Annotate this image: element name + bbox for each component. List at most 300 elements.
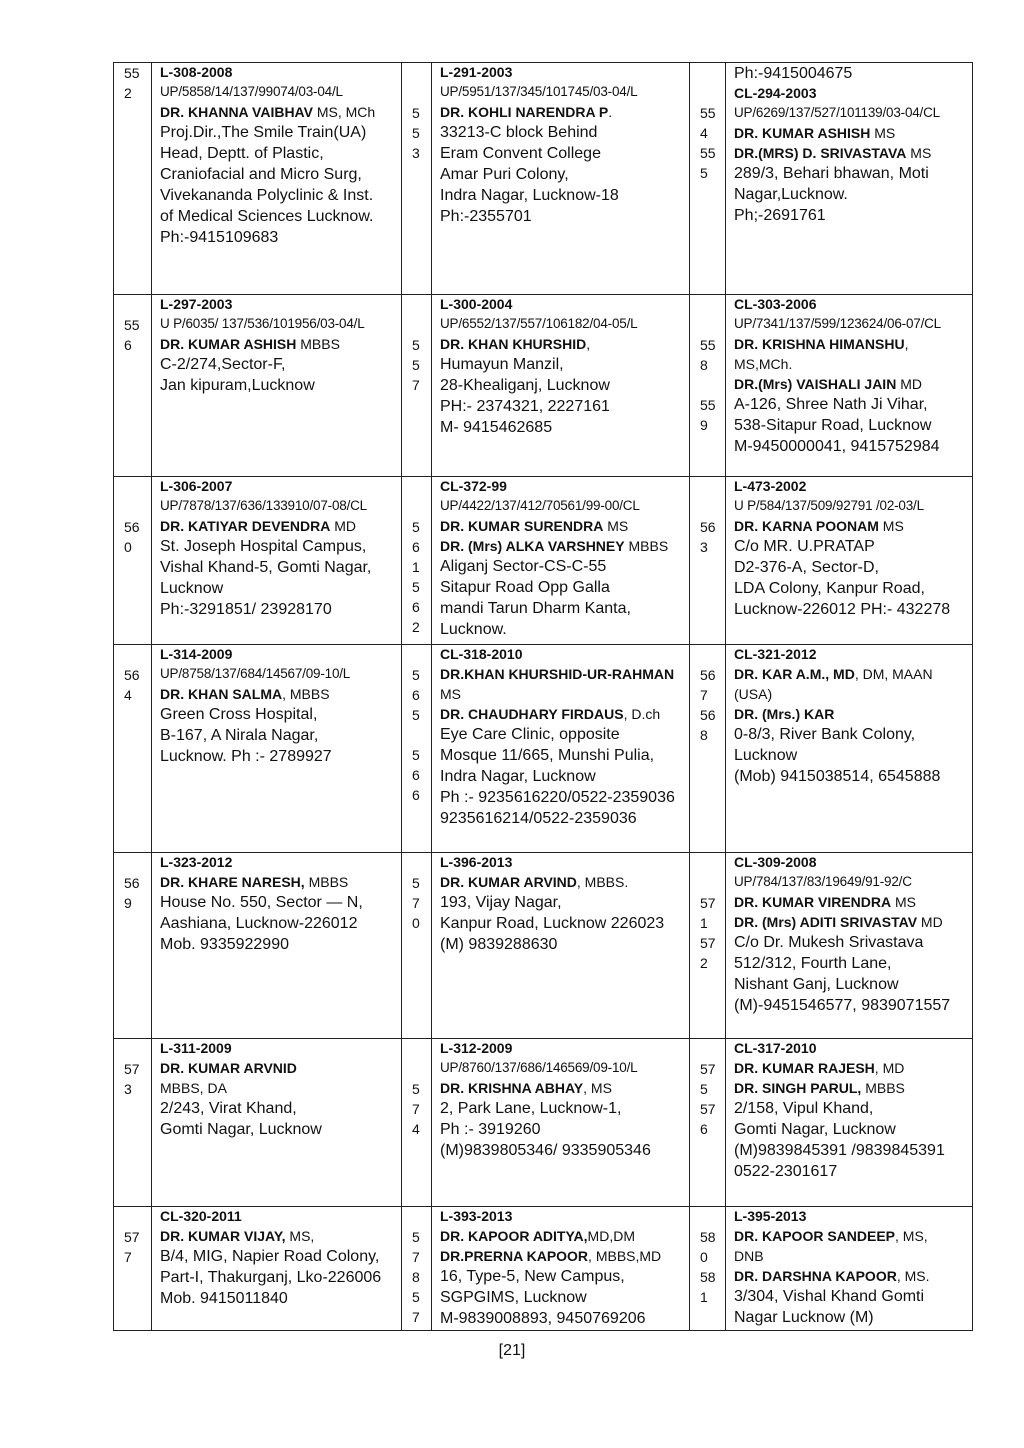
serial-digit: 5 <box>412 357 420 373</box>
address-line: mandi Tarun Dharm Kanta, <box>440 600 631 617</box>
doctor-name-line <box>734 1226 972 1246</box>
serial-digit: 5 <box>412 105 420 121</box>
serial-digit: 7 <box>412 1249 420 1265</box>
serial-digit: 5 <box>412 667 420 683</box>
qualification: , MS. <box>896 1268 930 1284</box>
serial-number-cell <box>690 1039 726 1207</box>
serial-digit <box>124 853 151 873</box>
serial-digit: 5 <box>412 707 420 723</box>
address-line: 193, Vijay Nagar, <box>440 894 562 911</box>
address-line: Nagar,Lucknow. <box>734 186 848 203</box>
qualification: , <box>586 336 591 352</box>
qualification: MBBS <box>296 336 340 352</box>
serial-digit <box>700 873 725 893</box>
doctor-name: DR. SINGH PARUL, <box>734 1080 862 1096</box>
serial-digit: 55 <box>124 65 140 81</box>
address-line: Ph:-9415109683 <box>160 229 279 246</box>
doctor-name-line <box>440 1078 689 1098</box>
serial-digit: 9 <box>700 417 708 433</box>
serial-digit <box>700 375 725 395</box>
address-line: SGPGIMS, Lucknow <box>440 1289 587 1306</box>
serial-digit: 3 <box>700 539 708 555</box>
doctor-name: DR. KUMAR ARVIND <box>440 874 577 890</box>
qualification: , MS, <box>895 1228 928 1244</box>
qualification: MBBS <box>304 874 349 890</box>
serial-digit: 6 <box>412 599 420 615</box>
qualification: MD <box>896 376 922 392</box>
doctor-name: DR. DARSHNA KAPOOR <box>734 1268 897 1284</box>
serial-digit: 58 <box>700 1229 716 1245</box>
doctor-name: DR.KHAN KHURSHID-UR-RAHMAN <box>440 666 675 682</box>
serial-digit: 55 <box>124 317 140 333</box>
entry-cell <box>726 1039 973 1207</box>
serial-digit <box>412 315 431 335</box>
address-line: M-9450000041, 9415752984 <box>734 438 940 455</box>
serial-number-cell <box>690 645 726 853</box>
serial-digit <box>124 1039 151 1059</box>
address-line: Humayun Manzil, <box>440 356 564 373</box>
address-line: Lucknow <box>734 747 798 764</box>
serial-number-cell <box>402 63 432 295</box>
qualification: MS,MCh. <box>734 356 793 372</box>
registration-code: CL-320-2011 <box>160 1208 242 1224</box>
qualification: , MD <box>874 1060 905 1076</box>
qualification: MD <box>917 914 943 930</box>
serial-digit <box>412 645 431 665</box>
doctor-name-line <box>734 1078 972 1098</box>
license-number: UP/6552/137/557/106182/04-05/L <box>440 316 638 331</box>
table-row <box>114 853 973 1039</box>
serial-digit: 56 <box>700 707 716 723</box>
doctor-name-line <box>734 704 972 724</box>
doctor-name: DR. KHANNA VAIBHAV <box>160 104 313 120</box>
license-number: UP/5858/14/137/99074/03-04/L <box>160 84 343 99</box>
address-line: 0522-2301617 <box>734 1163 838 1180</box>
page-number: [21] <box>498 1342 526 1359</box>
doctor-name-line <box>440 536 689 556</box>
serial-digit: 6 <box>700 1121 708 1137</box>
serial-number-cell <box>690 477 726 645</box>
serial-digit: 5 <box>412 579 420 595</box>
address-line: (M)-9451546577, 9839071557 <box>734 997 951 1014</box>
address-line: Aliganj Sector-CS-C-55 <box>440 558 607 575</box>
serial-digit: 4 <box>412 1121 420 1137</box>
qualification: (USA) <box>734 686 773 702</box>
serial-number-cell <box>402 1207 432 1331</box>
doctor-name: DR. KUMAR VIRENDRA <box>734 894 892 910</box>
serial-digit: 4 <box>124 687 132 703</box>
serial-number-cell <box>114 295 152 477</box>
serial-digit: 6 <box>412 787 420 803</box>
serial-digit: 57 <box>700 895 716 911</box>
address-line: B-167, A Nirala Nagar, <box>160 727 319 744</box>
serial-digit: 58 <box>700 1269 716 1285</box>
address-line: 2/243, Virat Khand, <box>160 1100 297 1117</box>
serial-digit: 7 <box>700 687 708 703</box>
entry-cell <box>726 645 973 853</box>
address-line: Lucknow. Ph :- 2789927 <box>160 748 332 765</box>
registration-code: CL-318-2010 <box>440 646 523 662</box>
address-line: Eye Care Clinic, opposite <box>440 726 620 743</box>
registration-code: L-323-2012 <box>160 854 233 870</box>
qualification: DNB <box>734 1248 764 1264</box>
doctor-name: DR. (Mrs) ADITI SRIVASTAV <box>734 914 918 930</box>
address-line: St. Joseph Hospital Campus, <box>160 538 367 555</box>
address-line: Ph:-2355701 <box>440 208 532 225</box>
doctor-name-line <box>440 704 689 724</box>
license-number: UP/784/137/83/19649/91-92/C <box>734 874 912 889</box>
address-line: Nagar Lucknow (M) <box>734 1309 874 1326</box>
serial-digit <box>412 725 431 745</box>
serial-digit: 7 <box>412 377 420 393</box>
registration-code: L-300-2004 <box>440 296 513 312</box>
address-line: 2, Park Lane, Lucknow-1, <box>440 1100 622 1117</box>
serial-digit: 3 <box>124 1081 132 1097</box>
address-line: Part-I, Thakurganj, Lko-226006 <box>160 1269 382 1286</box>
address-line: Indra Nagar, Lucknow-18 <box>440 187 619 204</box>
address-line: C-2/274,Sector-F, <box>160 356 286 373</box>
address-line: Jan kipuram,Lucknow <box>160 377 315 394</box>
doctor-name-line <box>734 143 972 163</box>
serial-digit: 5 <box>412 337 420 353</box>
doctor-name-line <box>734 684 972 704</box>
doctor-name-line <box>440 516 689 536</box>
qualification: MBBS <box>861 1080 905 1096</box>
serial-digit <box>700 295 725 315</box>
serial-number-cell <box>114 645 152 853</box>
registration-code: L-312-2009 <box>440 1040 513 1056</box>
serial-number-cell <box>114 1207 152 1331</box>
serial-digit: 1 <box>700 1289 708 1305</box>
qualification: MS <box>603 518 629 534</box>
entry-cell <box>152 1039 402 1207</box>
registration-code: L-291-2003 <box>440 64 513 80</box>
doctor-name-line <box>734 123 972 143</box>
address-line: Mob. 9335922990 <box>160 936 289 953</box>
serial-digit <box>412 497 431 517</box>
doctor-name: DR. KUMAR RAJESH <box>734 1060 875 1076</box>
serial-digit: 56 <box>700 519 716 535</box>
serial-digit: 56 <box>124 875 140 891</box>
address-line: Amar Puri Colony, <box>440 166 569 183</box>
license-number: U P/6035/ 137/536/101956/03-04/L <box>160 316 365 331</box>
serial-digit <box>412 63 431 83</box>
address-line: Gomti Nagar, Lucknow <box>734 1121 896 1138</box>
doctor-name: DR.(MRS) D. SRIVASTAVA <box>734 145 907 161</box>
address-line: Green Cross Hospital, <box>160 706 318 723</box>
serial-digit: 0 <box>700 1249 708 1265</box>
doctor-name: DR. KOHLI NARENDRA P <box>440 104 609 120</box>
doctor-name: DR. KUMAR ASHISH <box>160 336 297 352</box>
serial-digit: 57 <box>124 1061 140 1077</box>
registration-code: CL-294-2003 <box>734 85 817 101</box>
table-row <box>114 645 973 853</box>
table-row <box>114 295 973 477</box>
entry-cell <box>726 853 973 1039</box>
serial-digit: 5 <box>700 165 708 181</box>
qualification: MD,DM <box>587 1228 635 1244</box>
license-number: U P/584/137/509/92791 /02-03/L <box>734 498 924 513</box>
serial-digit: 6 <box>412 767 420 783</box>
address-line: Lucknow <box>160 580 224 597</box>
serial-digit: 6 <box>412 539 420 555</box>
doctor-name: DR. KUMAR ARVNID <box>160 1060 297 1076</box>
serial-digit: 7 <box>412 895 420 911</box>
address-line: Ph :- 3919260 <box>440 1121 541 1138</box>
address-line: 33213-C block Behind <box>440 124 598 141</box>
doctor-name-line <box>734 354 972 374</box>
doctor-name: DR. KUMAR VIJAY, <box>160 1228 286 1244</box>
registration-code: L-311-2009 <box>160 1040 232 1056</box>
entry-cell <box>152 853 402 1039</box>
qualification: MBBS <box>624 538 669 554</box>
entry-cell <box>432 63 690 295</box>
serial-number-cell <box>114 853 152 1039</box>
serial-number-cell <box>690 295 726 477</box>
address-line: Kanpur Road, Lucknow 226023 <box>440 915 665 932</box>
qualification: , <box>904 336 909 352</box>
address-line: (M)9839845391 /9839845391 <box>734 1142 945 1159</box>
doctor-name: DR. CHAUDHARY FIRDAUS <box>440 706 624 722</box>
serial-number-cell <box>402 645 432 853</box>
doctor-name-line <box>160 334 401 354</box>
serial-digit <box>412 295 431 315</box>
directory-table <box>113 62 973 1331</box>
registration-code: CL-372-99 <box>440 478 507 494</box>
serial-digit: 2 <box>124 85 132 101</box>
registration-code: CL-309-2008 <box>734 854 817 870</box>
serial-digit: 57 <box>700 1101 716 1117</box>
address-line: 3/304, Vishal Khand Gomti <box>734 1288 925 1305</box>
serial-digit <box>124 477 151 497</box>
doctor-name-line <box>440 872 689 892</box>
serial-digit: 55 <box>700 105 716 121</box>
doctor-name-line <box>440 684 689 704</box>
qualification: MS, <box>285 1228 315 1244</box>
serial-digit <box>700 497 725 517</box>
serial-digit <box>412 1059 431 1079</box>
entry-cell <box>726 63 973 295</box>
serial-digit <box>700 83 725 103</box>
qualification: , DM, MAAN <box>854 666 933 682</box>
address-line: Nishant Ganj, Lucknow <box>734 976 899 993</box>
serial-digit <box>700 645 725 665</box>
address-line: LDA Colony, Kanpur Road, <box>734 580 925 597</box>
doctor-name-line <box>734 1058 972 1078</box>
serial-number-cell <box>402 1039 432 1207</box>
doctor-name-line <box>734 1246 972 1266</box>
serial-digit: 2 <box>412 619 420 635</box>
serial-digit: 5 <box>412 875 420 891</box>
qualification: , MBBS. <box>576 874 629 890</box>
serial-digit: 55 <box>700 145 716 161</box>
qualification: MS <box>870 125 896 141</box>
entry-cell <box>152 63 402 295</box>
doctor-name-line <box>160 102 401 122</box>
qualification: MS <box>906 145 932 161</box>
entry-cell <box>726 1207 973 1331</box>
doctor-name: DR. (Mrs) ALKA VARSHNEY <box>440 538 625 554</box>
serial-digit <box>412 83 431 103</box>
address-line: B/4, MIG, Napier Road Colony, <box>160 1248 380 1265</box>
qualification: . <box>608 104 613 120</box>
address-line: Vivekananda Polyclinic & Inst. <box>160 187 374 204</box>
doctor-name-line <box>440 334 689 354</box>
address-line: Head, Deptt. of Plastic, <box>160 145 324 162</box>
serial-digit: 8 <box>700 357 708 373</box>
registration-code: L-308-2008 <box>160 64 233 80</box>
qualification: , D.ch <box>623 706 661 722</box>
serial-digit: 57 <box>700 1061 716 1077</box>
serial-digit: 7 <box>124 1249 132 1265</box>
serial-digit: 56 <box>700 667 716 683</box>
registration-code: CL-303-2006 <box>734 296 817 312</box>
entry-cell <box>152 1207 402 1331</box>
address-line: of Medical Sciences Lucknow. <box>160 208 374 225</box>
table-row <box>114 63 973 295</box>
doctor-name: DR. KUMAR ASHISH <box>734 125 871 141</box>
doctor-name-line <box>160 1078 401 1098</box>
address-line: Ph;-2691761 <box>734 207 826 224</box>
license-number: UP/8758/137/684/14567/09-10/L <box>160 666 351 681</box>
address-line: House No. 550, Sector — N, <box>160 894 363 911</box>
doctor-name: DR. (Mrs.) KAR <box>734 706 835 722</box>
address-line: Vishal Khand-5, Gomti Nagar, <box>160 559 372 576</box>
entry-cell <box>432 1207 690 1331</box>
serial-digit: 55 <box>700 337 716 353</box>
qualification: MS, MCh <box>312 104 376 120</box>
doctor-name-line <box>734 334 972 354</box>
serial-digit: 56 <box>124 667 140 683</box>
qualification: , MBBS,MD <box>588 1248 662 1264</box>
doctor-name: DR. KHARE NARESH, <box>160 874 305 890</box>
serial-digit: 56 <box>124 519 140 535</box>
doctor-name-line <box>734 1266 972 1286</box>
doctor-name-line <box>160 872 401 892</box>
qualification: MS <box>891 894 917 910</box>
serial-digit: 5 <box>412 519 420 535</box>
entry-cell <box>152 295 402 477</box>
doctor-name: DR. KAPOOR SANDEEP <box>734 1228 896 1244</box>
serial-digit <box>124 645 151 665</box>
address-line: (Mob) 9415038514, 6545888 <box>734 768 941 785</box>
qualification: MBBS, DA <box>160 1080 227 1096</box>
address-line: 289/3, Behari bhawan, Moti <box>734 165 929 182</box>
doctor-name-line <box>160 516 401 536</box>
license-number: UP/7878/137/636/133910/07-08/CL <box>160 498 367 513</box>
doctor-name-line <box>734 912 972 932</box>
serial-digit: 3 <box>412 145 420 161</box>
serial-digit: 5 <box>412 1289 420 1305</box>
entry-cell <box>432 853 690 1039</box>
address-line: (M)9839805346/ 9335905346 <box>440 1142 651 1159</box>
serial-number-cell <box>402 853 432 1039</box>
doctor-name-line <box>160 1226 401 1246</box>
qualification: MS <box>440 686 461 702</box>
license-number: UP/6269/137/527/101139/03-04/CL <box>734 105 940 120</box>
address-line: PH:- 2374321, 2227161 <box>440 398 610 415</box>
doctor-name-line <box>160 1058 401 1078</box>
qualification: MS <box>878 518 904 534</box>
address-line: Gomti Nagar, Lucknow <box>160 1121 322 1138</box>
doctor-name: DR. KRISHNA HIMANSHU <box>734 336 905 352</box>
address-line: C/o Dr. Mukesh Srivastava <box>734 934 924 951</box>
address-line: Ph :- 9235616220/0522-2359036 <box>440 789 675 806</box>
entry-cell <box>432 295 690 477</box>
registration-code: L-297-2003 <box>160 296 233 312</box>
serial-digit: 6 <box>124 337 132 353</box>
address-line: M-9839008893, 9450769206 <box>440 1310 646 1327</box>
license-number: UP/7341/137/599/123624/06-07/CL <box>734 316 941 331</box>
serial-digit <box>700 853 725 873</box>
serial-number-cell <box>114 63 152 295</box>
table-row <box>114 1207 973 1331</box>
address-line: 9235616214/0522-2359036 <box>440 810 637 827</box>
address-line: Proj.Dir.,The Smile Train(UA) <box>160 124 367 141</box>
serial-digit: 8 <box>700 727 708 743</box>
doctor-name-line <box>440 102 689 122</box>
serial-number-cell <box>114 477 152 645</box>
doctor-name: DR. KHAN KHURSHID <box>440 336 587 352</box>
address-line: D2-376-A, Sector-D, <box>734 559 879 576</box>
address-line: Aashiana, Lucknow-226012 <box>160 915 358 932</box>
license-number: UP/5951/137/345/101745/03-04/L <box>440 84 638 99</box>
doctor-name: DR.PRERNA KAPOOR <box>440 1248 589 1264</box>
serial-number-cell <box>402 295 432 477</box>
doctor-name: DR. KHAN SALMA <box>160 686 283 702</box>
address-line: 512/312, Fourth Lane, <box>734 955 892 972</box>
serial-digit: 5 <box>412 125 420 141</box>
serial-digit: 1 <box>700 915 708 931</box>
serial-digit <box>124 1207 151 1227</box>
serial-digit <box>700 315 725 335</box>
doctor-name: DR. KRISHNA ABHAY <box>440 1080 584 1096</box>
entry-cell <box>432 477 690 645</box>
serial-digit: 1 <box>412 559 420 575</box>
serial-digit <box>412 477 431 497</box>
serial-digit: 5 <box>412 747 420 763</box>
address-line: Mosque 11/665, Munshi Pulia, <box>440 747 655 764</box>
serial-digit: 5 <box>412 1081 420 1097</box>
address-line: Sitapur Road Opp Galla <box>440 579 610 596</box>
registration-code: L-473-2002 <box>734 478 807 494</box>
doctor-name-line <box>160 684 401 704</box>
address-line: Indra Nagar, Lucknow <box>440 768 596 785</box>
address-line: Lucknow-226012 PH:- 432278 <box>734 601 951 618</box>
doctor-name: DR. KAR A.M., MD <box>734 666 855 682</box>
entry-cell <box>432 645 690 853</box>
entry-cell <box>726 477 973 645</box>
doctor-name: DR. KATIYAR DEVENDRA <box>160 518 331 534</box>
serial-digit: 0 <box>124 539 132 555</box>
directory-body <box>114 63 973 1331</box>
serial-digit <box>124 295 151 315</box>
serial-digit: 55 <box>700 397 716 413</box>
serial-number-cell <box>690 63 726 295</box>
doctor-name: DR.(Mrs) VAISHALI JAIN <box>734 376 897 392</box>
serial-digit: 57 <box>124 1229 140 1245</box>
doctor-name-line <box>734 374 972 394</box>
address-line: (M) 9839288630 <box>440 936 558 953</box>
registration-code: L-393-2013 <box>440 1208 513 1224</box>
address-line: 538-Sitapur Road, Lucknow <box>734 417 932 434</box>
address-line: C/o MR. U.PRATAP <box>734 538 875 555</box>
address-line: Ph:-9415004675 <box>734 65 853 82</box>
doctor-name: DR. KAPOOR ADITYA, <box>440 1228 588 1244</box>
serial-digit <box>700 1207 725 1227</box>
address-line: Eram Convent College <box>440 145 601 162</box>
doctor-name-line <box>440 664 689 684</box>
